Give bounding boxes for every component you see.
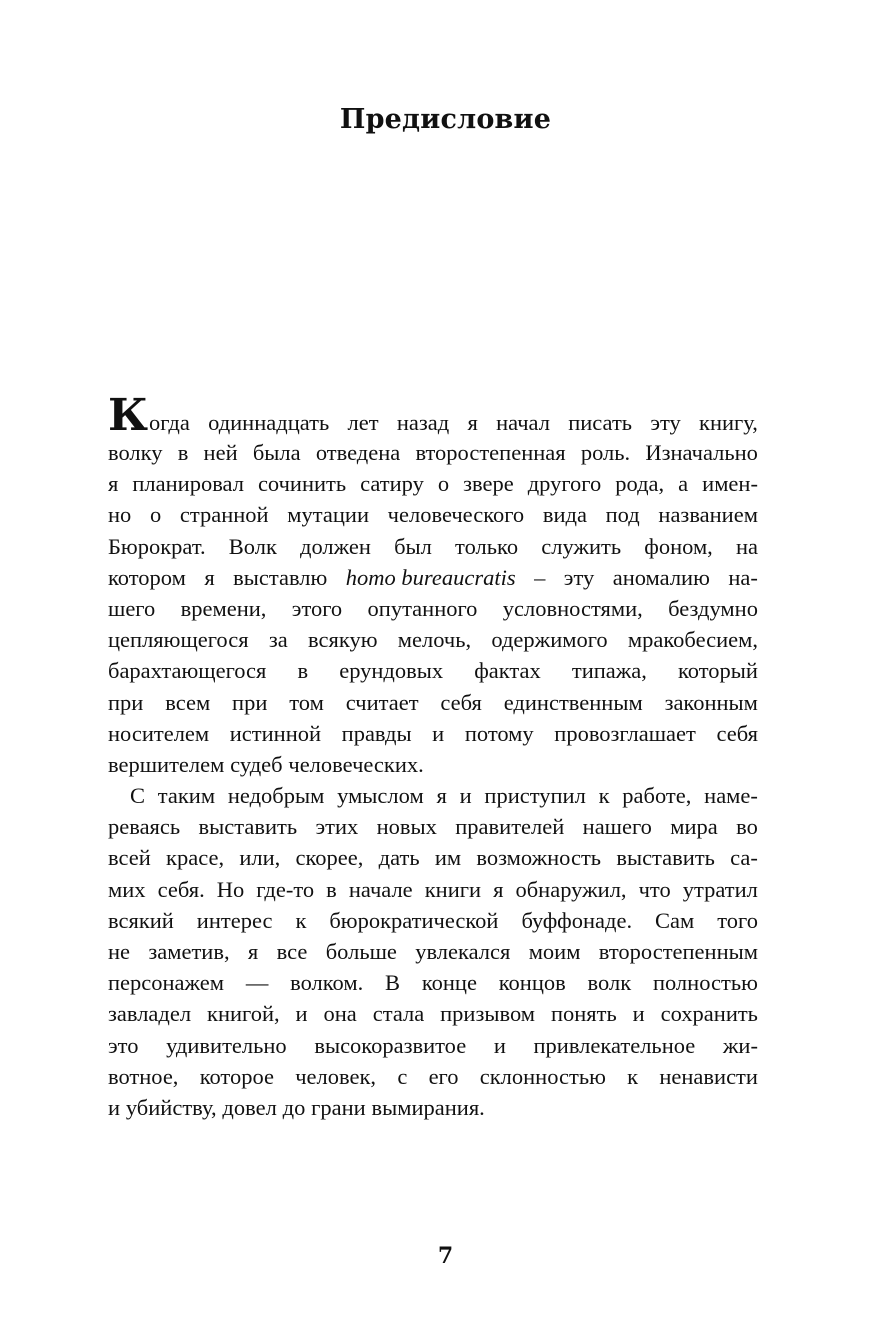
text-line — [108, 531, 758, 562]
word: бездумно — [668, 595, 758, 621]
word: звере — [463, 471, 514, 497]
word: Когда — [108, 390, 190, 441]
word: шего — [108, 595, 156, 621]
text-line — [108, 1030, 758, 1061]
word: всей — [108, 845, 151, 871]
word: истинной — [229, 720, 322, 746]
word: себя — [440, 689, 482, 715]
text-line — [108, 874, 758, 905]
word: единственным — [503, 689, 643, 715]
text-line — [108, 562, 758, 593]
word: человеческих. — [288, 751, 424, 777]
word: его — [428, 1063, 459, 1089]
word: другого — [527, 471, 602, 497]
word: мира — [670, 814, 718, 840]
word: но — [108, 502, 132, 528]
text-line — [108, 655, 758, 686]
word: я — [493, 876, 504, 902]
word: мракобесием, — [627, 627, 758, 653]
word: мелочь, — [397, 627, 472, 653]
text-line — [108, 624, 758, 655]
word: и — [295, 1001, 308, 1027]
text-line — [108, 437, 758, 468]
word: книгу, — [699, 410, 758, 435]
word: довел — [222, 1094, 277, 1120]
word: жи- — [722, 1032, 758, 1058]
word: был — [394, 533, 432, 559]
word: дать — [378, 845, 420, 871]
word: цепляющегося — [108, 627, 249, 653]
word: что — [638, 876, 671, 902]
word: имен- — [702, 471, 758, 497]
word: которое — [199, 1063, 274, 1089]
word: или, — [239, 845, 281, 871]
word: выставить — [198, 814, 298, 840]
word: Сам — [655, 907, 695, 933]
word: волк — [587, 970, 632, 996]
word: высокоразвитое — [314, 1032, 467, 1058]
word: о — [437, 471, 450, 497]
word: к — [598, 783, 610, 809]
text-line — [108, 687, 758, 718]
word: во — [736, 814, 758, 840]
word: приступил — [484, 783, 586, 809]
word: начале — [348, 876, 413, 902]
italic-term: homo bureaucratis — [345, 564, 516, 590]
word: мих — [108, 876, 146, 902]
word: конце — [421, 970, 477, 996]
word: склонностью — [479, 1063, 606, 1089]
word: наме- — [704, 783, 758, 809]
word: – — [534, 564, 546, 590]
word: я — [247, 939, 259, 964]
word: ненависти — [659, 1063, 758, 1089]
word: в — [297, 658, 309, 684]
word: себя. — [157, 876, 205, 902]
word: времени, — [180, 595, 267, 621]
word: новых — [376, 814, 437, 840]
word: недобрым — [227, 783, 325, 809]
word: судеб — [230, 751, 283, 777]
word: эту — [563, 564, 595, 590]
word: скорее, — [295, 845, 364, 871]
word: с — [397, 1063, 408, 1089]
word: выставить — [616, 845, 715, 871]
word: умыслом — [337, 783, 424, 809]
word: правителей — [455, 814, 565, 840]
word: Бюрократ. — [108, 533, 206, 559]
word: себя — [716, 720, 758, 746]
word: она — [323, 1001, 357, 1027]
word: правды — [341, 720, 412, 746]
word: второстепенным — [598, 939, 758, 964]
word: при — [232, 689, 268, 715]
word: волку — [108, 440, 163, 465]
word: одиннадцать — [208, 410, 330, 435]
word: должен — [300, 533, 371, 559]
word: таким — [157, 783, 216, 809]
word: удивительно — [166, 1032, 287, 1058]
word: писать — [568, 410, 633, 435]
word: названием — [658, 502, 758, 528]
word: вымирания. — [371, 1094, 485, 1120]
word: где-то — [256, 876, 315, 902]
word: Изначально — [645, 440, 758, 465]
word: типажа, — [571, 658, 647, 684]
word: за — [268, 627, 288, 653]
text-line — [108, 499, 758, 530]
word: этого — [291, 595, 343, 621]
chapter-title: Предисловие — [339, 104, 552, 135]
word: этих — [315, 814, 359, 840]
word: вершителем — [108, 751, 225, 777]
word: не — [108, 939, 131, 964]
word: и — [432, 720, 445, 746]
word: бюрократической — [329, 907, 499, 933]
word: странной — [179, 502, 269, 528]
word: всякую — [308, 627, 378, 653]
paragraph — [108, 390, 758, 780]
word: лет — [347, 410, 379, 435]
word: привлекательное — [533, 1032, 696, 1058]
word: красе, — [166, 845, 225, 871]
word: персонажем — [108, 970, 225, 996]
word: я — [436, 783, 447, 809]
word: к — [295, 907, 307, 933]
word: В — [385, 970, 401, 996]
word: фоном, — [644, 533, 713, 559]
word: до — [282, 1094, 306, 1120]
text-line — [108, 390, 758, 441]
word: отведена — [315, 440, 401, 465]
word: сочинить — [257, 471, 347, 497]
word: роль. — [580, 440, 631, 465]
word: нашего — [582, 814, 652, 840]
word: полностью — [652, 970, 758, 996]
word: фактах — [474, 658, 541, 684]
drop-cap: К — [108, 390, 149, 441]
word: выставлю — [233, 564, 328, 590]
text-line — [108, 780, 758, 811]
word: который — [678, 658, 758, 684]
text-line — [108, 811, 758, 842]
word: концов — [498, 970, 566, 996]
word: все — [276, 939, 308, 964]
text-line — [108, 593, 758, 624]
word: книги — [424, 876, 482, 902]
word: служить — [541, 533, 622, 559]
word: человеческого — [387, 502, 525, 528]
word: аномалию — [612, 564, 710, 590]
word: мутации — [287, 502, 369, 528]
word: увлекался — [415, 939, 511, 964]
word: заметив, — [148, 939, 230, 964]
word: Волк — [228, 533, 277, 559]
word: — — [245, 970, 269, 996]
word: под — [605, 502, 640, 528]
word: книгой, — [207, 1001, 280, 1027]
word: работе, — [622, 783, 692, 809]
word: са- — [730, 845, 758, 871]
word: планировал — [132, 471, 244, 497]
text-line — [108, 1061, 758, 1092]
word: я — [204, 564, 215, 590]
word: провозглашает — [554, 720, 696, 746]
paragraph — [108, 780, 758, 1123]
word: понять — [550, 1001, 617, 1027]
word: больше — [325, 939, 397, 964]
word: барахтающегося — [108, 658, 267, 684]
word: моим — [528, 939, 581, 964]
word: и — [493, 1032, 506, 1058]
word: одержимого — [491, 627, 608, 653]
word: на- — [728, 564, 758, 590]
word: в — [326, 876, 337, 902]
word: ней — [203, 440, 238, 465]
word: назад — [396, 410, 450, 435]
word: законным — [664, 689, 758, 715]
word: сохранить — [660, 1001, 758, 1027]
word: ерундовых — [339, 658, 444, 684]
page-number: 7 — [437, 1243, 454, 1269]
word: сатиру — [360, 471, 424, 497]
word: стала — [372, 1001, 425, 1027]
text-line — [108, 1092, 758, 1123]
word: начал — [496, 410, 550, 435]
text-line — [108, 967, 758, 998]
text-line — [108, 468, 758, 499]
word: я — [467, 410, 478, 435]
word: вотное, — [108, 1063, 179, 1089]
word: интерес — [196, 907, 273, 933]
word: второстепенная — [415, 440, 566, 465]
word: грани — [311, 1094, 366, 1120]
word: том — [289, 689, 324, 715]
word: эту — [650, 410, 681, 435]
word: в — [177, 440, 189, 465]
word: завладел — [108, 1001, 192, 1027]
word: и — [108, 1094, 121, 1120]
word: С — [130, 783, 146, 809]
text-line — [108, 842, 758, 873]
word: убийству, — [125, 1094, 217, 1120]
word: и — [632, 1001, 645, 1027]
word: волком. — [290, 970, 364, 996]
word: им — [434, 845, 462, 871]
word: обнаружил, — [515, 876, 627, 902]
word: всякий — [108, 907, 174, 933]
word: реваясь — [108, 814, 181, 840]
word: к — [627, 1063, 639, 1089]
word: буффонаде. — [521, 907, 633, 933]
word: утратил — [682, 876, 758, 902]
word: и — [459, 783, 472, 809]
word: того — [717, 907, 758, 933]
word: потому — [464, 720, 534, 746]
body-text — [108, 390, 758, 1123]
word: носителем — [108, 720, 210, 746]
word: только — [455, 533, 519, 559]
word: при — [108, 689, 144, 715]
word: человек, — [295, 1063, 377, 1089]
word: о — [149, 502, 162, 528]
word: считает — [345, 689, 419, 715]
word: возможность — [476, 845, 602, 871]
text-line — [108, 936, 758, 967]
word: это — [108, 1032, 139, 1058]
word: всем — [165, 689, 211, 715]
word: призывом — [440, 1001, 536, 1027]
word: котором — [108, 564, 186, 590]
word: я — [108, 471, 119, 497]
word: Но — [216, 876, 245, 902]
text-line — [108, 998, 758, 1029]
text-line — [108, 718, 758, 749]
word: была — [252, 440, 301, 465]
text-line — [108, 749, 758, 780]
word: опутанного — [367, 595, 478, 621]
word: а — [678, 471, 689, 497]
word: рода, — [615, 471, 665, 497]
word: вида — [542, 502, 587, 528]
word: условностями, — [502, 595, 643, 621]
word: на — [735, 533, 758, 559]
text-line — [108, 905, 758, 936]
